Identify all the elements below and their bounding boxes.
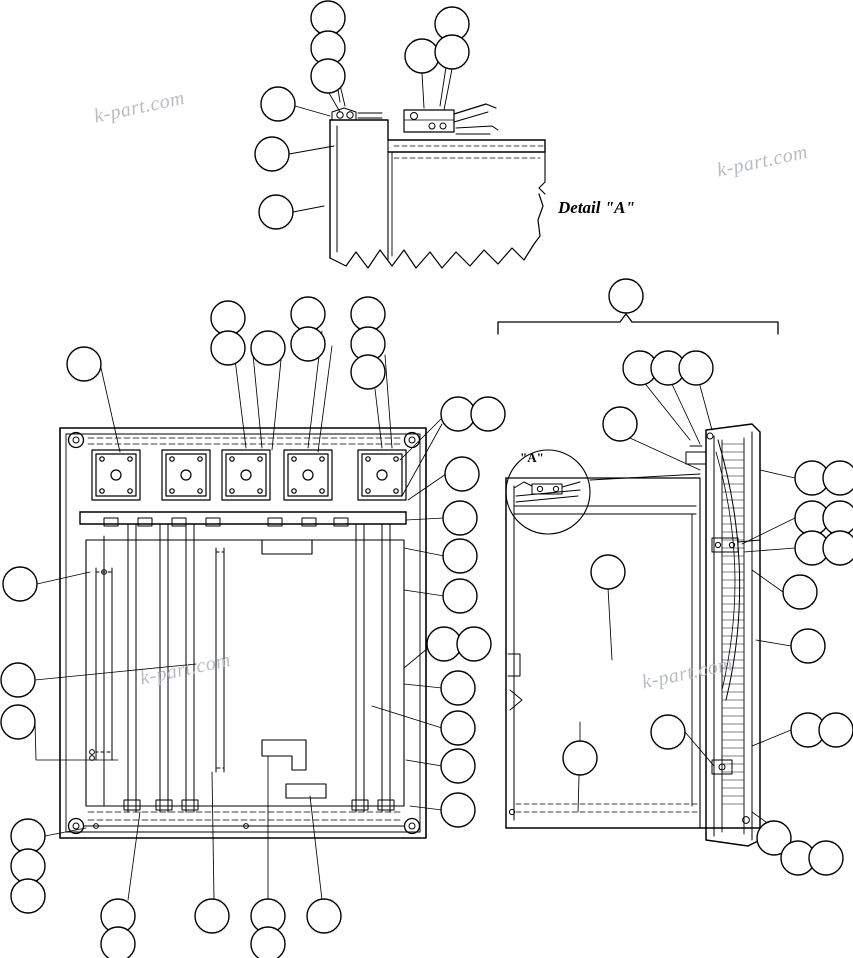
callout-balloon[interactable] xyxy=(11,819,45,853)
callout-balloon[interactable] xyxy=(823,531,853,565)
callout-balloon[interactable] xyxy=(441,749,475,783)
callout-balloon[interactable] xyxy=(471,397,505,431)
callout-balloon[interactable] xyxy=(443,539,477,573)
callout-balloon[interactable] xyxy=(441,397,475,431)
callout-balloon[interactable] xyxy=(351,355,385,389)
callout-balloon[interactable] xyxy=(679,351,713,385)
callout-balloon[interactable] xyxy=(211,331,245,365)
watermark: k-part.com xyxy=(138,648,233,690)
callout-balloon[interactable] xyxy=(651,715,685,749)
front-panel-view xyxy=(35,331,446,900)
callout-balloon[interactable] xyxy=(195,899,229,933)
callout-balloon[interactable] xyxy=(791,629,825,663)
callout-balloon[interactable] xyxy=(405,39,439,73)
callout-balloon[interactable] xyxy=(311,59,345,93)
callout-balloon[interactable] xyxy=(609,279,643,313)
callout-balloon[interactable] xyxy=(435,35,469,69)
callout-balloon[interactable] xyxy=(211,301,245,335)
callout-balloon[interactable] xyxy=(563,741,597,775)
callout-balloon[interactable] xyxy=(307,899,341,933)
detail-a-caption: Detail "A" xyxy=(558,198,635,217)
callout-balloon[interactable] xyxy=(823,501,853,535)
callout-balloon[interactable] xyxy=(261,87,295,121)
callout-balloon[interactable] xyxy=(809,841,843,875)
callout-balloon[interactable] xyxy=(1,663,35,697)
callout-balloon[interactable] xyxy=(251,331,285,365)
callout-balloon[interactable] xyxy=(101,927,135,958)
watermark: k-part.com xyxy=(640,652,735,694)
callout-balloon[interactable] xyxy=(1,705,35,739)
callout-balloon[interactable] xyxy=(255,137,289,171)
callout-balloon[interactable] xyxy=(441,793,475,827)
callout-balloon[interactable] xyxy=(11,849,45,883)
callout-balloon[interactable] xyxy=(445,457,479,491)
callout-balloon[interactable] xyxy=(441,711,475,745)
callout-balloon[interactable] xyxy=(291,297,325,331)
callout-balloon[interactable] xyxy=(441,671,475,705)
callout-balloon[interactable] xyxy=(251,927,285,958)
callout-balloon[interactable] xyxy=(259,195,293,229)
callout-balloon[interactable] xyxy=(819,713,853,747)
callout-balloon[interactable] xyxy=(783,575,817,609)
callout-balloon[interactable] xyxy=(443,501,477,535)
callout-balloon[interactable] xyxy=(3,567,37,601)
watermark: k-part.com xyxy=(715,140,810,182)
callout-balloon[interactable] xyxy=(11,879,45,913)
callout-balloon[interactable] xyxy=(457,627,491,661)
callout-balloon[interactable] xyxy=(443,579,477,613)
callout-balloon[interactable] xyxy=(427,627,461,661)
callout-balloon[interactable] xyxy=(823,461,853,495)
callout-balloon[interactable] xyxy=(291,327,325,361)
detail-a-tag: "A" xyxy=(520,450,544,465)
callout-balloon[interactable] xyxy=(67,347,101,381)
callout-balloon[interactable] xyxy=(311,1,345,35)
callout-balloon[interactable] xyxy=(603,407,637,441)
callout-balloon[interactable] xyxy=(591,555,625,589)
watermark: k-part.com xyxy=(92,86,187,128)
callout-balloon[interactable] xyxy=(351,297,385,331)
